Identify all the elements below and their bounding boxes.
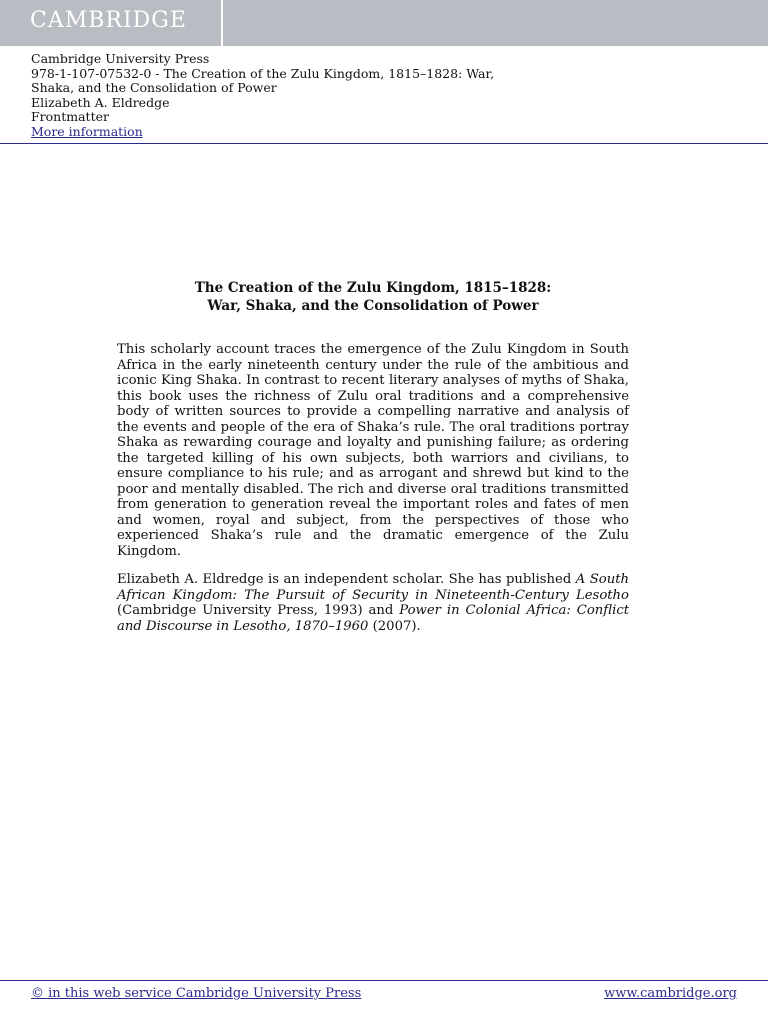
book-title-line-2: War, Shaka, and the Consolidation of Power [207,298,539,314]
website-link[interactable]: www.cambridge.org [604,986,737,1001]
book-metadata [31,52,631,139]
publisher-name: Cambridge University Press [31,51,210,66]
header-banner [0,0,768,46]
footer-rule [0,980,768,981]
author-bio-paragraph [117,572,629,634]
summary-paragraph: This scholarly account traces the emergence of the Zulu Kingdom in South Africa in the early nineteenth century under the rule of the ambitious and iconic King Shaka. In contrast to recent literary analyses of myths of Shaka, this book uses the richness of Zulu oral traditions and a comprehensive body of written sources to provide a compelling narrative and analysis of the events and people of the era of Shaka’s rule. The oral traditions portray Shaka as rewarding courage and loyalty and punishing failure; as ordering the targeted killing of his own subjects, both warriors and civilians, to ensure compliance to his rule; and as arrogant and shrewd but kind to the poor and mentally disabled. The rich and diverse oral traditions transmitted from generation to generation reveal the important roles and fates of men and women, royal and subject, from the perspectives of those who experienced Shaka’s rule and the dramatic emergence of the Zulu Kingdom. [117,342,629,559]
cambridge-logo: CAMBRIDGE [30,8,187,33]
isbn-title-line-2: Shaka, and the Consolidation of Power [31,80,277,95]
bio-end: (2007). [368,618,421,634]
bio-mid: (Cambridge University Press, 1993) and [117,603,400,618]
book-title [0,279,746,315]
copyright-link[interactable]: © in this web service Cambridge University Press [31,986,362,1001]
header-rule [0,143,768,144]
bio-book-1: A South African Kingdom: The Pursuit of Security in Nineteenth-Century Lesotho [117,572,629,603]
more-information-link[interactable]: More information [31,123,143,139]
bio-intro: Elizabeth A. Eldredge is an independent scholar. She has published [117,572,576,587]
bio-book-2: Power in Colonial Africa: Conflict and Discourse in Lesotho, 1870–1960 [117,603,629,634]
section-label: Frontmatter [31,109,109,124]
banner-divider [221,0,223,46]
isbn-title-line-1: 978-1-107-07532-0 - The Creation of the Zulu Kingdom, 1815–1828: War, [31,65,495,81]
book-description [117,342,629,647]
author-name: Elizabeth A. Eldredge [31,94,170,110]
book-title-line-1: The Creation of the Zulu Kingdom, 1815–1828: [194,280,552,296]
